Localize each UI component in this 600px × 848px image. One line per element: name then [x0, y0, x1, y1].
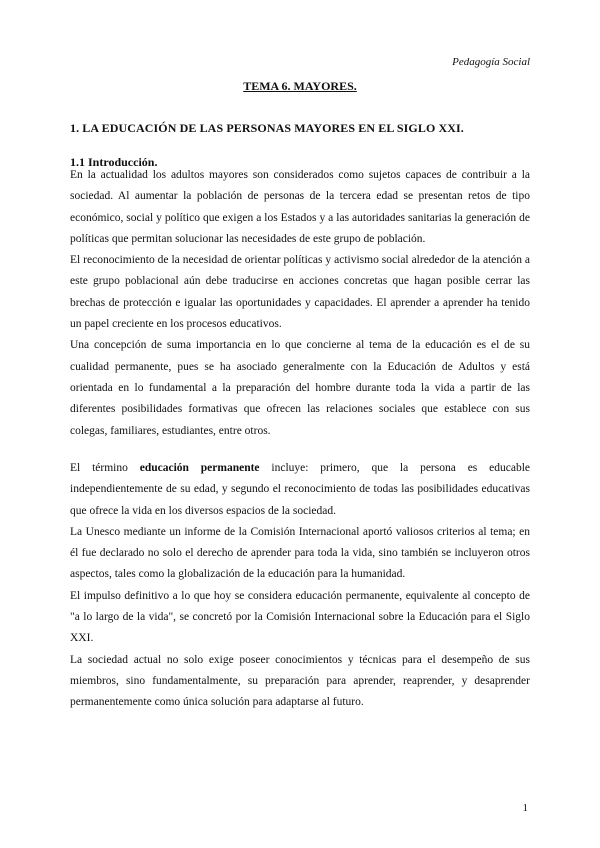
paragraph: El impulso definitivo a lo que hoy se considera educación permanente, equivalente al concepto de "a lo largo de la vida", se concretó por la Comisión Internacional sobre la Educación para el Siglo XXI.: [70, 589, 530, 645]
bold-term: educación permanente: [139, 462, 260, 474]
intro-text-block: [70, 165, 530, 442]
paragraph: La sociedad actual no solo exige poseer conocimientos y técnicas para el desempeño de sus miembros, sino fundamentalmente, su preparación para aprender, reaprender, y desaprender permanentemente como única solución para adaptarse al futuro.: [70, 653, 530, 709]
running-header: Pedagogía Social: [452, 56, 530, 68]
paragraph: En la actualidad los adultos mayores son considerados como sujetos capaces de contribuir a la sociedad. Al aumentar la población de personas de la tercera edad se presentan retos de tipo económico, social y político que exigen a los Estados y a las autoridades sanitarias la generación de políticas que permitan solucionar las necesidades de este grupo de población.: [70, 169, 530, 245]
document-title: [0, 79, 600, 94]
paragraph-permanent-education: [70, 458, 530, 522]
paragraph: La Unesco mediante un informe de la Comisión Internacional aportó valiosos criterios al tema; en él fue declarado no solo el derecho de aprender para toda la vida, sino también se incluyeron otros aspectos, tales como la globalización de la educación para la humanidad.: [70, 525, 530, 581]
paragraph-lead: El término: [70, 462, 140, 474]
section-heading: 1. LA EDUCACIÓN DE LAS PERSONAS MAYORES EN EL SIGLO XXI.: [70, 121, 464, 135]
paragraph: El reconocimiento de la necesidad de orientar políticas y activismo social alrededor de la atención a este grupo poblacional aún debe traducirse en acciones concretas que hagan posible cerrar las brechas de protección e igualar las oportunidades y capacidades. El aprender a aprender ha tenido un papel creciente en los procesos educativos.: [70, 254, 530, 331]
paragraph: Una concepción de suma importancia en lo que concierne al tema de la educación es el de su cualidad permanente, pues se ha asociado generalmente con la Educación de Adultos y está orientada en lo fundamental a la preparación del hombre durante toda la vida a partir de las diferentes posibilidades formativas que ofrecen las relaciones sociales que establece con sus colegas, familiares, estudiantes, entre otros.: [70, 339, 530, 437]
page-number: 1: [522, 802, 528, 814]
permanent-education-text-block: [70, 458, 530, 714]
paragraph-rest: incluye: primero, que la persona es educable independientemente de su edad, y segundo el reconocimiento de todas las posibilidades educativas que ofrece la vida en los diversos espacios de la sociedad.: [70, 462, 530, 517]
document-title-text: TEMA 6. MAYORES.: [243, 79, 357, 93]
subsection-heading: 1.1 Introducción.: [70, 155, 158, 169]
